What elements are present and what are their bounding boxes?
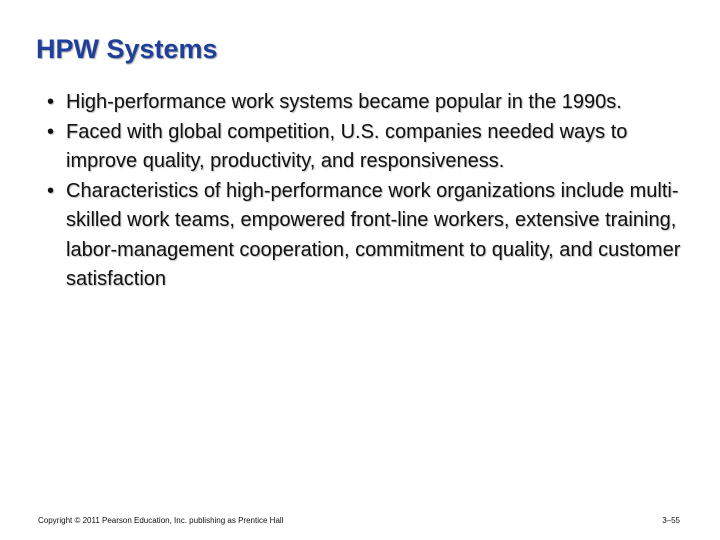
bullet-text: Characteristics of high-performance work organizations include multi-skilled work teams, empowered front-line workers, extensive training, labor-management cooperation, commitment to quality, and customer satisfaction xyxy=(66,179,681,290)
bullet-list xyxy=(47,88,697,295)
footer-page-number: 3–55 xyxy=(662,516,680,525)
bullet-item xyxy=(47,88,697,118)
bullet-dot-icon: • xyxy=(47,120,55,143)
slide-title: HPW Systems xyxy=(36,34,218,64)
bullet-dot-icon: • xyxy=(47,91,55,113)
bullet-text: Faced with global competition, U.S. companies needed ways to improve quality, productivity, and responsiveness. xyxy=(66,120,628,172)
footer-copyright: Copyright © 2011 Pearson Education, Inc. publishing as Prentice Hall xyxy=(38,516,284,525)
bullet-text: High-performance work systems became popular in the 1990s. xyxy=(66,91,622,113)
bullet-item xyxy=(47,177,697,295)
bullet-dot-icon: • xyxy=(47,179,55,202)
bullet-item xyxy=(47,118,697,177)
